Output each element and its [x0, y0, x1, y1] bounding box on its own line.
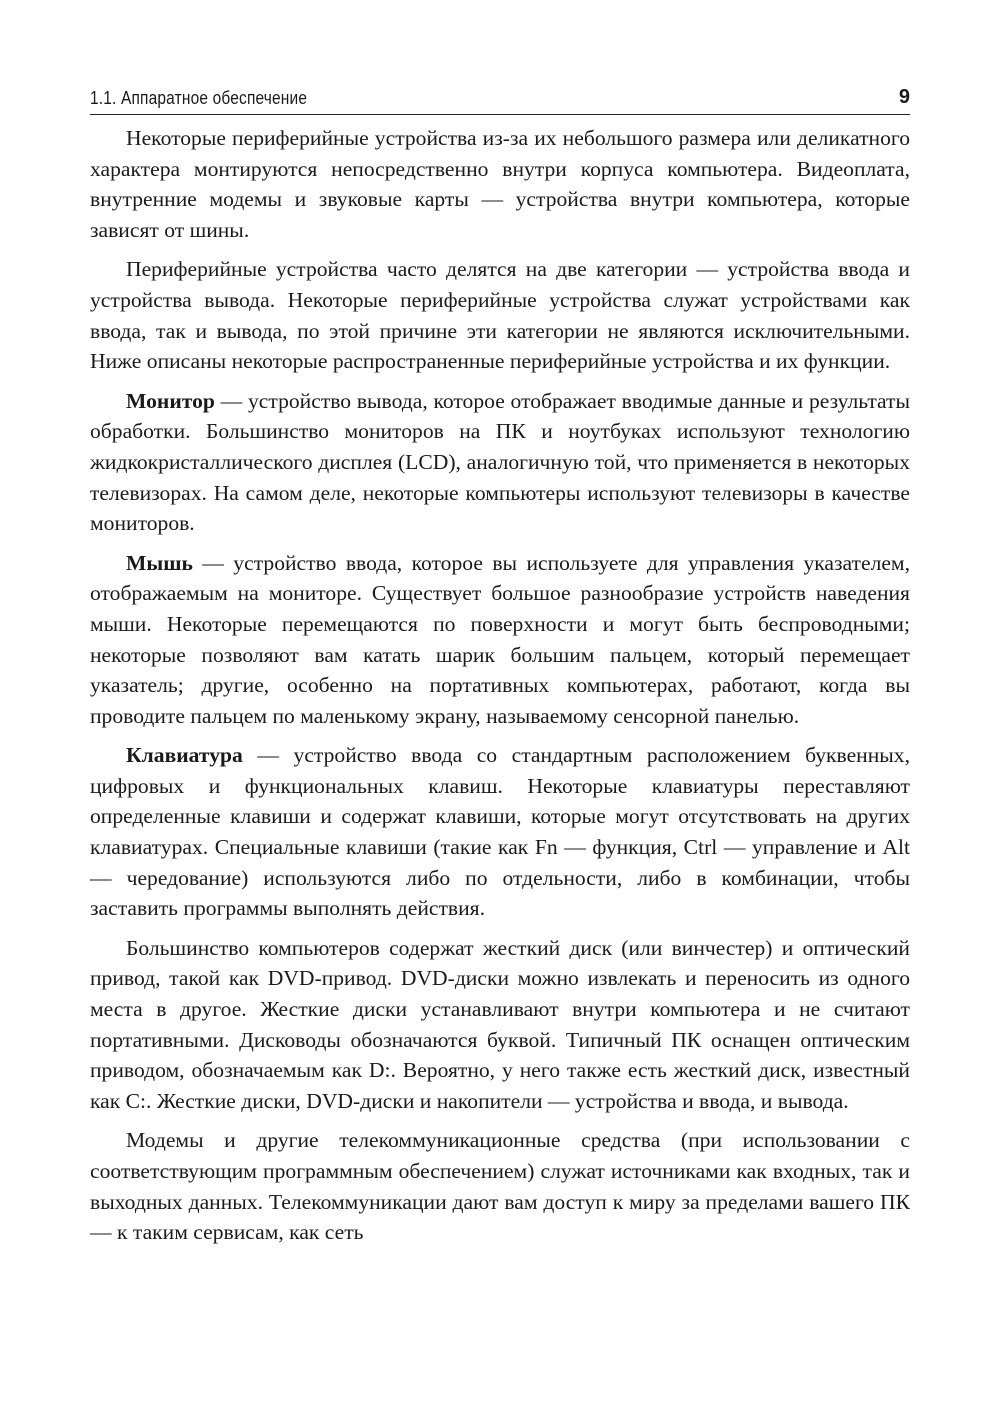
paragraph-text: Модемы и другие телекоммуникационные средства (при использовании с соответствующим программным обеспечением) служат источниками как входных, так и выходных данных. Телекоммуникации дают вам доступ к миру за пределами вашего ПК — к таким сервисам, как сеть — [90, 1128, 910, 1245]
section-title: 1.1. Аппаратное обеспечение — [90, 88, 308, 108]
term-keyboard: Клавиатура — [126, 743, 243, 768]
paragraph-text: Некоторые периферийные устройства из-за их небольшого размера или деликатного характера монтируются непосредственно внутри корпуса компьютера. Видеоплата, внутренние модемы и звуковые карты — устройства внутри компьютера, которые зависят от шины. — [90, 126, 910, 242]
paragraph-text: — устройство ввода, которое вы используете для управления указателем, отображаемым на мониторе. Существует большое разнообразие устройств наведения мыши. Некоторые перемещаются по поверхности и могут быть беспроводными; некоторые позволяют вам катать шарик большим пальцем, который перемещает указатель; другие, особенно на портативных компьютерах, работают, когда вы проводите пальцем по маленькому экрану, называемому сенсорной панелью. — [90, 550, 910, 728]
term-monitor: Монитор — [126, 388, 215, 413]
body-text — [90, 123, 910, 1248]
paragraph-text: — устройство ввода со стандартным расположением буквенных, цифровых и функциональных клавиш. Некоторые клавиатуры переставляют определенные клавиши и содержат клавиши, которые могут отсутствовать на других клавиатурах. Специальные клавиши (такие как Fn — функция, Ctrl — управление и Alt — чередование) используются либо по отдельности, либо в комбинации, чтобы заставить программы выполнять действия. — [90, 743, 910, 921]
paragraph-text: — устройство вывода, которое отображает вводимые данные и результаты обработки. Большинство мониторов на ПК и ноутбуках используют технологию жидкокристаллического дисплея (LCD), аналогичную той, что применяется в некоторых телевизорах. На самом деле, некоторые компьютеры используют телевизоры в качестве мониторов. — [90, 388, 910, 536]
paragraph-text: Большинство компьютеров содержат жесткий диск (или винчестер) и оптический привод, такой как DVD-привод. DVD-диски можно извлекать и переносить из одного места в другое. Жесткие диски устанавливают внутри компьютера и не считают портативными. Дисководы обозначаются буквой. Типичный ПК оснащен оптическим приводом, обозначаемым как D:. Вероятно, у него также есть жесткий диск, известный как C:. Жесткие диски, DVD-диски и накопители — устройства и ввода, и вывода. — [90, 935, 910, 1113]
paragraph-monitor — [90, 386, 910, 539]
paragraph-mouse — [90, 548, 910, 732]
term-mouse: Мышь — [126, 550, 193, 575]
book-page — [90, 84, 910, 1257]
paragraph-modems — [90, 1125, 910, 1247]
paragraph-peripheral-intro — [90, 123, 910, 245]
paragraph-peripheral-categories — [90, 254, 910, 376]
paragraph-drives — [90, 933, 910, 1117]
running-header — [90, 84, 910, 115]
paragraph-text: Периферийные устройства часто делятся на две категории — устройства ввода и устройства вывода. Некоторые периферийные устройства служат устройствами как ввода, так и вывода, по этой причине эти категории не являются исключительными. Ниже описаны некоторые распространенные периферийные устройства и их функции. — [90, 257, 910, 374]
page-number: 9 — [898, 86, 910, 108]
paragraph-keyboard — [90, 740, 910, 924]
